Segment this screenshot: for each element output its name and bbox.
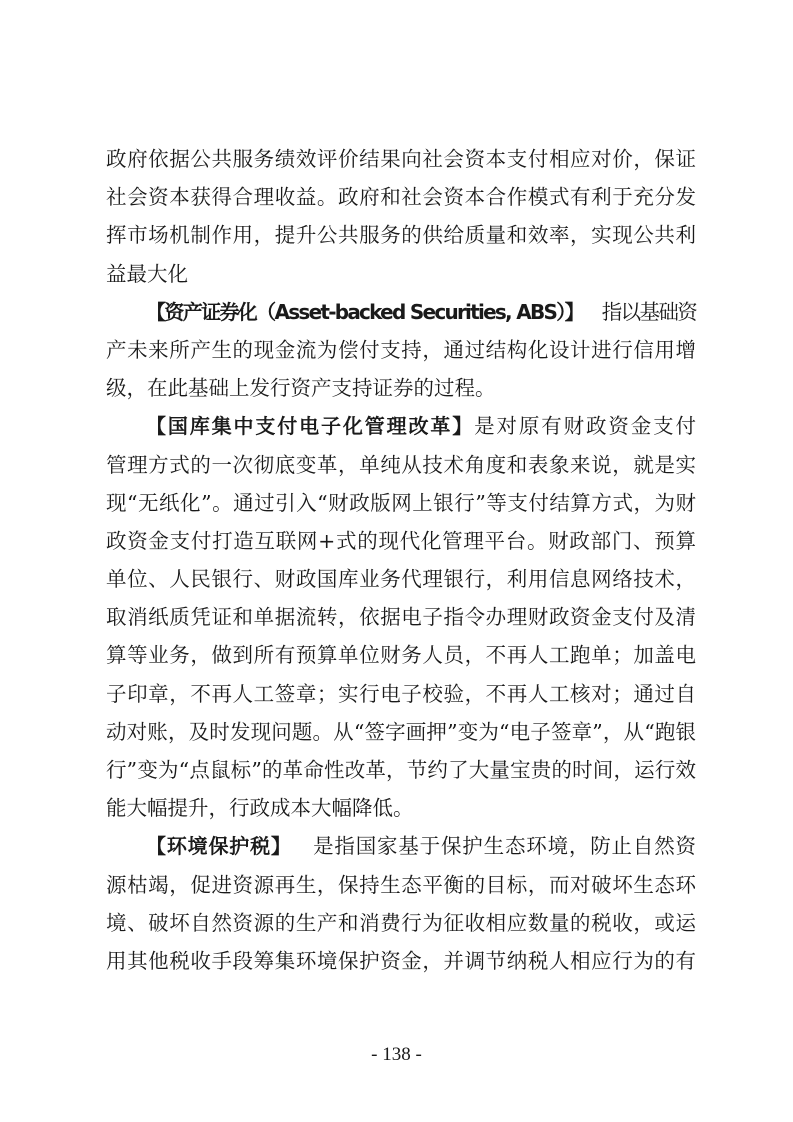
text-line: 算等业务，做到所有预算单位财务人员，不再人工跑单；加盖电 (106, 643, 696, 668)
text-line: 用其他税收手段筹集环境保护资金，并调节纳税人相应行为的有 (106, 948, 696, 973)
text-line: 子印章，不再人工签章；实行电子校验，不再人工核对；通过自 (106, 681, 696, 706)
text-line: 挥市场机制作用，提升公共服务的供给质量和效率，实现公共利 (106, 223, 696, 248)
term-heading: 【资产证券化（Asset-backed Securities, ABS）】 (146, 299, 583, 324)
text-line (106, 407, 696, 445)
paragraph-treasury-reform (106, 407, 696, 827)
text-line: 境、破坏自然资源的生产和消费行为征收相应数量的税收，或运 (106, 910, 696, 935)
term-heading: 【环境保护税】 (146, 834, 292, 859)
definition-text: 是指国家基于保护生态环境，防止自然资 (312, 834, 697, 859)
text-line: 取消纸质凭证和单据流转，依据电子指令办理财政资金支付及清 (106, 605, 696, 630)
text-line: 政资金支付打造互联网+式的现代化管理平台。财政部门、预算 (106, 528, 696, 553)
paragraph-abs (106, 293, 696, 408)
text-line: 社会资本获得合理收益。政府和社会资本合作模式有利于充分发 (106, 185, 696, 210)
text-line (106, 293, 696, 331)
page-number: - 138 - (371, 1044, 422, 1065)
paragraph-ppp-continuation (106, 140, 696, 293)
text-line: 级，在此基础上发行资产支持证券的过程。 (106, 376, 496, 401)
text-line: 现“无纸化”。通过引入“财政版网上银行”等支付结算方式，为财 (106, 490, 696, 515)
term-heading: 【国库集中支付电子化管理改革】 (146, 414, 475, 439)
text-line: 益最大化 (106, 261, 188, 286)
paragraph-environment-tax (106, 827, 696, 980)
text-line: 管理方式的一次彻底变革，单纯从技术角度和表象来说，就是实 (106, 452, 696, 477)
definition-text: 是对原有财政资金支付 (474, 414, 696, 439)
text-line: 源枯竭，促进资源再生，保持生态平衡的目标，而对破坏生态环 (106, 872, 696, 897)
definition-text: 指以基础资 (601, 299, 696, 324)
body-text (106, 140, 696, 980)
text-line: 行”变为“点鼠标”的革命性改革，节约了大量宝贵的时间，运行效 (106, 758, 696, 782)
text-line: 单位、人民银行、财政国库业务代理银行，利用信息网络技术， (106, 567, 696, 592)
text-line: 政府依据公共服务绩效评价结果向社会资本支付相应对价，保证 (106, 147, 696, 171)
text-line (106, 827, 696, 865)
text-line: 产未来所产生的现金流为偿付支持，通过结构化设计进行信用增 (106, 337, 696, 362)
text-line: 能大幅提升，行政成本大幅降低。 (106, 796, 414, 821)
text-line: 动对账，及时发现问题。从“签字画押”变为“电子签章”，从“跑银 (106, 719, 696, 744)
